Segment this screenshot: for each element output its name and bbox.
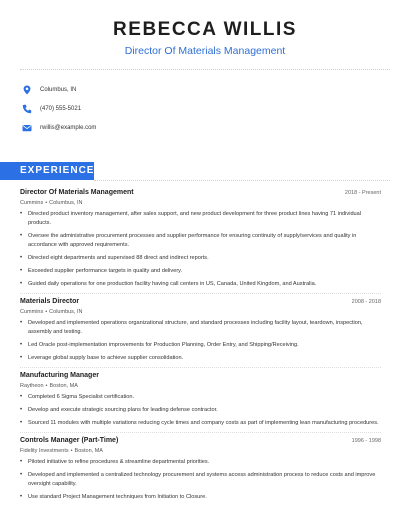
job-dates: 2018 - Present: [344, 190, 381, 196]
job-company-line: [20, 447, 381, 456]
contact-list: [0, 70, 410, 137]
job-dates: 2008 - 2018: [351, 298, 381, 305]
job-bullet: • Guided daily operations for one production facility having call centers in US, Canada, United Kingdom, and Australia.: [20, 280, 381, 289]
job-bullet: • Exceeded supplier performance targets in quality and delivery.: [20, 267, 381, 276]
job-bullets: [20, 458, 381, 502]
job-location: Columbus, IN: [49, 200, 83, 206]
job-location: Boston, MA: [74, 448, 103, 455]
contact-email: [22, 118, 410, 137]
job-bullet: • Sourced 11 modules with multiple variations reducing cycle times and company costs as part of implementing lean manufacturing procedures.: [20, 419, 381, 428]
job-location: Boston, MA: [49, 382, 78, 389]
contact-phone: [22, 99, 410, 118]
job-entry: [20, 371, 381, 428]
job-bullets: [20, 393, 381, 428]
job-bullet: • Piloted initiative to refine procedures & streamline departmental priorities.: [20, 458, 381, 467]
envelope-icon: [22, 123, 32, 133]
job-company: Fidelity Investments: [20, 448, 69, 455]
job-header: [20, 371, 381, 381]
separator-dot: •: [45, 308, 48, 315]
job-bullet: • Leverage global supply base to achieve supplier consolidation.: [20, 354, 381, 363]
job-header: [20, 436, 381, 446]
job-company-line: [20, 199, 381, 208]
contact-phone-text: (470) 555-5021: [40, 105, 82, 112]
job-dates: 1996 - 1998: [351, 438, 381, 445]
job-company: Cummins: [20, 200, 44, 206]
job-divider: [20, 367, 381, 368]
contact-location-text: Columbus, IN: [40, 86, 77, 93]
job-bullet: • Completed 6 Sigma Specialist certification.: [20, 393, 381, 402]
job-role: Controls Manager (Part-Time): [20, 437, 119, 445]
job-divider: [20, 432, 381, 433]
job-company: Cummins: [20, 308, 44, 315]
job-bullets: [20, 210, 381, 288]
candidate-name: REBECCA WILLIS: [113, 19, 297, 40]
job-bullets: [20, 319, 381, 363]
job-bullet: • Oversee the administrative procurement processes and supplier performance for ensuring continuity of supply/services and quality in accordance with approved requirements.: [20, 232, 381, 249]
job-bullet: • Developed and implemented operations organizational structure, and standard processes including facility layout, teardown, inspection, assembly and testing.: [20, 319, 381, 336]
section-divider: [94, 180, 390, 181]
job-role: Materials Director: [20, 297, 80, 305]
job-bullet: • Directed product inventory management, after sales support, and new product development for three product lines having 71 individual products.: [20, 210, 381, 227]
location-pin-icon: [22, 85, 32, 95]
job-bullet: • Directed eight departments and supervised 88 direct and indirect reports.: [20, 254, 381, 263]
separator-dot: •: [70, 448, 73, 455]
section-title-experience: EXPERIENCE: [20, 165, 95, 176]
job-header: [20, 297, 381, 307]
contact-email-text: rwillis@example.com: [40, 124, 97, 131]
job-bullet: • Use standard Project Management techniques from Initiation to Closure.: [20, 493, 381, 502]
job-company: Raytheon: [20, 382, 44, 389]
job-company-line: [20, 308, 381, 317]
candidate-title: Director Of Materials Management: [124, 45, 286, 57]
contact-location: [22, 80, 410, 99]
job-divider: [20, 293, 381, 294]
job-role: Manufacturing Manager: [20, 371, 99, 379]
job-entry: [20, 297, 381, 363]
resume-header: [0, 0, 410, 58]
job-entry: [20, 188, 381, 288]
job-bullet: • Develop and execute strategic sourcing plans for leading defense contractor.: [20, 406, 381, 415]
job-bullet: • Developed and implemented a centralized technology procurement and systems access administration process to reduce costs and improve oversight capability.: [20, 471, 381, 488]
experience-list: [20, 188, 381, 506]
job-role: Director Of Materials Management: [20, 189, 134, 196]
job-company-line: [20, 382, 381, 391]
separator-dot: •: [45, 382, 48, 389]
job-entry: [20, 436, 381, 502]
job-header: [20, 188, 381, 198]
job-location: Columbus, IN: [49, 308, 83, 315]
separator-dot: •: [45, 200, 48, 206]
job-bullet: • Led Oracle post-implementation improvements for Production Planning, Order Entry, and Shipping/Receiving.: [20, 341, 381, 350]
phone-icon: [22, 104, 32, 114]
